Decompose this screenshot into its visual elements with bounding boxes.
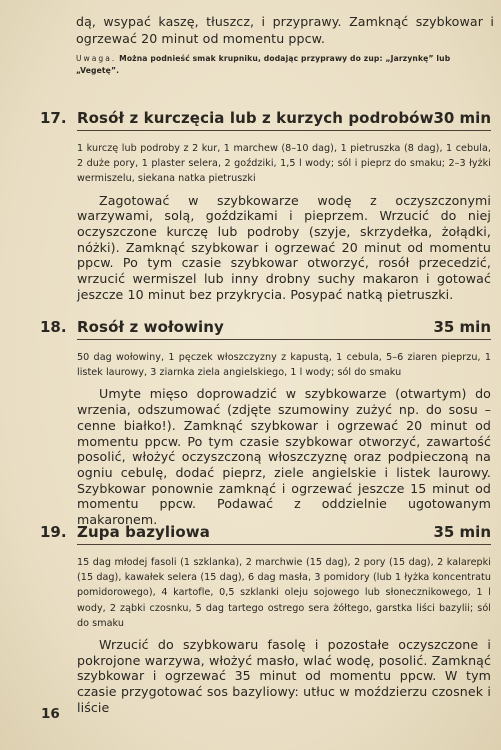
recipe-18 (0, 316, 501, 528)
recipe-time: 35 min (433, 318, 491, 336)
recipe-header (0, 107, 501, 131)
recipe-time: 35 min (433, 523, 491, 541)
recipe-header (0, 316, 501, 340)
recipe-ingredients: 50 dag wołowiny, 1 pęczek włoszczyzny z kapustą, 1 cebula, 5–6 ziaren pieprzu, 1 listek laurowy, 3 ziarnka ziela angielskiego, 1 l wody; sól do smaku (77, 352, 491, 379)
recipe-title: Zupa bazyliowa (77, 523, 210, 541)
recipe-preparation: Wrzucić do szybkowaru fasolę i pozostałe oczyszczone i pokrojone warzywa, włożyć masło, wlać wodę, posolić. Zamknąć szybkowar i ogrzewać 35 minut od momentu ppcw. W tym czasie przygotować sos bazyliowy: utłuc w moździerzu czosnek i liście (77, 637, 491, 715)
recipe-preparation: Umyte mięso doprowadzić w szybkowarze (otwartym) do wrzenia, odszumować (zdjęte szumowiny zużyć np. do sosu – cenne białko!). Zamknąć szybkowar i ogrzewać 20 minut od momentu ppcw. Po tym czasie szybkowar otworzyć, zawartość posolić, włożyć oczyszczoną włoszczyznę oraz podpieczoną na ogniu cebulę, dodać pieprz, ziele angielskie i listek laurowy. Szybkowar ponownie zamknąć i ogrzewać jeszcze 15 minut od momentu ppcw. Podawać z oddzielnie ugotowanym makaronem. (77, 386, 491, 528)
recipe-number: 18. (40, 318, 67, 336)
note-label: Uwaga. (76, 54, 117, 63)
page-number: 16 (41, 706, 60, 722)
recipe-title: Rosół z wołowiny (77, 318, 224, 336)
header-rule (77, 544, 491, 545)
recipe-19 (0, 521, 501, 716)
recipe-header (0, 521, 501, 545)
recipe-ingredients: 15 dag młodej fasoli (1 szklanka), 2 marchwie (15 dag), 2 pory (15 dag), 2 kalarepki (15 dag), kawałek selera (15 dag), 6 dag masła, 3 pomidory (lub 1 łyżka koncentratu pomidorowego), 4 kartofle, 0,5 szklanki oleju sojowego lub słonecznikowego, 1 l wody, 2 ząbki czosnku, 5 dag tartego ostrego sera żółtego, garstka liści bazylii; sól do smaku (77, 557, 491, 629)
header-rule (77, 339, 491, 340)
recipe-preparation: Zagotować w szybkowarze wodę z oczyszczonymi warzywami, solą, goździkami i pieprzem. Wrzucić do niej oczyszczone kurczę lub podroby (szyje, skrzydełka, żołądki, nóżki). Zamknąć szybkowar i ogrzewać 20 minut od momentu ppcw. Po tym czasie szybkowar otworzyć, rosół przecedzić, wrzucić wermiszel lub inny drobny suchy makaron i gotować jeszcze 10 minut bez przykrycia. Posypać natką pietruszki. (77, 192, 491, 302)
recipe-number: 19. (40, 523, 67, 541)
header-rule (77, 130, 491, 131)
recipe-number: 17. (40, 109, 67, 127)
recipe-title: Rosół z kurczęcia lub z kurzych podrobów (77, 109, 434, 127)
intro-continuation (76, 14, 494, 77)
recipe-ingredients: 1 kurczę lub podroby z 2 kur, 1 marchew (8–10 dag), 1 pietruszka (8 dag), 1 cebula, 2 duże pory, 1 plaster selera, 2 goździki, 1,5 l wody; sól i pieprz do smaku; 2–3 łyżki wermiszelu, siekana natka pietruszki (77, 143, 491, 185)
recipe-17 (0, 107, 501, 303)
intro-text: dą, wsypać kaszę, tłuszcz, i przyprawy. Zamknąć szybkowar i ogrzewać 20 minut od momentu ppcw. (76, 14, 494, 46)
recipe-time: 30 min (433, 109, 491, 127)
note-text: Można podnieść smak krupniku, dodając przyprawy do zup: „Jarzynkę” lub „Vegetę”. (76, 54, 451, 75)
intro-note (76, 53, 494, 77)
